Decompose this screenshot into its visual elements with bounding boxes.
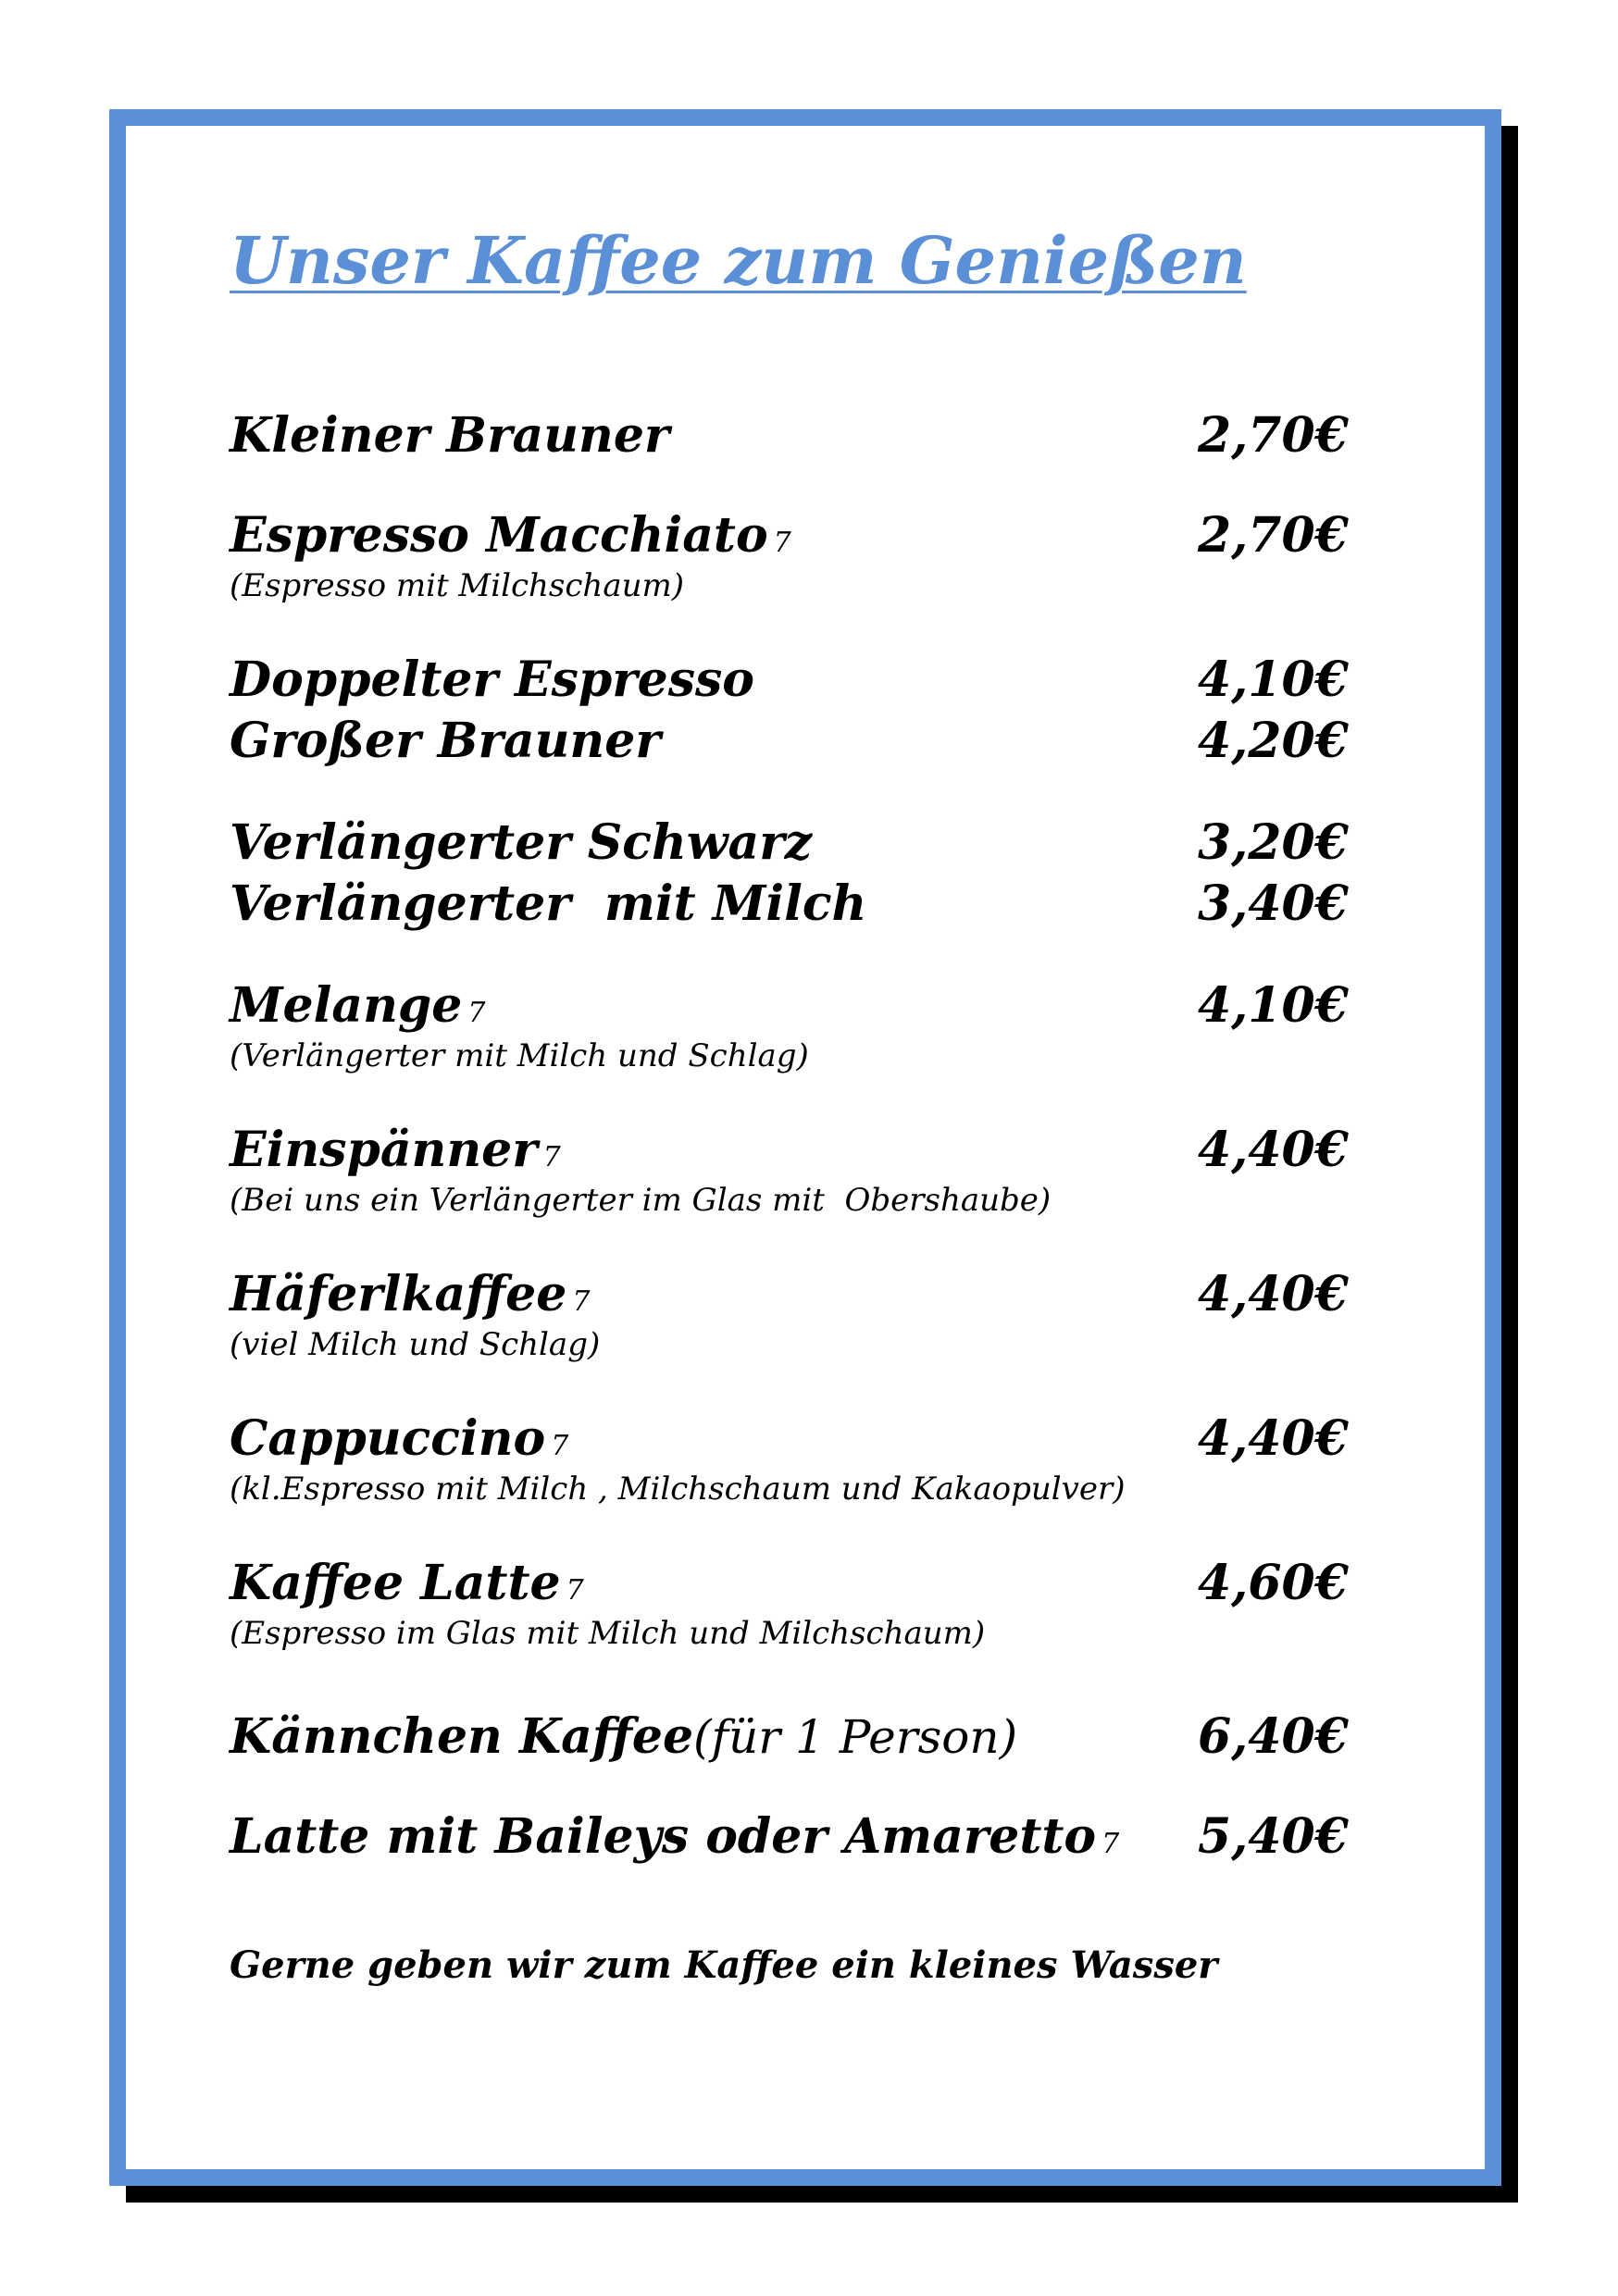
item-name-wrap: [230, 507, 791, 572]
item-name: Kännchen Kaffee: [230, 1708, 694, 1765]
item-description: (Verlängerter mit Milch und Schlag): [230, 1037, 809, 1074]
allergen-mark: 7: [773, 527, 791, 559]
menu-item: [230, 977, 1349, 1075]
item-price: 2,70€: [1198, 507, 1349, 564]
item-inline-note: (für 1 Person): [693, 1710, 1018, 1764]
allergen-mark: 7: [551, 1430, 569, 1462]
menu-item: [230, 652, 1349, 709]
item-price: 3,20€: [1198, 814, 1349, 871]
item-description: (kl.Espresso mit Milch , Milchschaum und Kakaopulver): [230, 1471, 1126, 1508]
menu-item: [230, 507, 1349, 605]
menu-item: [230, 875, 1349, 933]
item-name-wrap: [230, 977, 485, 1042]
item-price: 4,10€: [1198, 652, 1349, 708]
item-price: 4,10€: [1198, 977, 1349, 1034]
item-description: (Bei uns ein Verlängerter im Glas mit Obershaube): [230, 1182, 1052, 1219]
item-name: Doppelter Espresso: [230, 652, 754, 708]
footer-note: Gerne geben wir zum Kaffee ein kleines Wasser: [230, 1943, 1218, 1987]
item-price: 4,20€: [1198, 713, 1349, 769]
allergen-mark: 7: [467, 997, 486, 1029]
allergen-mark: 7: [572, 1285, 591, 1318]
menu-item: [230, 713, 1349, 770]
item-description: (Espresso mit Milchschaum): [230, 567, 684, 604]
menu-title: Unser Kaffee zum Genießen: [230, 222, 1247, 299]
item-name: Melange: [230, 977, 463, 1034]
menu-item: [230, 1708, 1349, 1766]
menu-item: [230, 1122, 1349, 1220]
item-price: 4,40€: [1198, 1122, 1349, 1178]
menu-item: [230, 1410, 1349, 1508]
item-name: Einspänner: [230, 1122, 538, 1178]
menu-item: [230, 407, 1349, 465]
item-price: 5,40€: [1198, 1808, 1349, 1865]
item-price: 6,40€: [1198, 1708, 1349, 1765]
menu-item: [230, 1266, 1349, 1364]
item-name-wrap: [230, 1708, 1017, 1766]
item-name-wrap: [230, 713, 661, 770]
item-name-wrap: [230, 407, 669, 465]
allergen-mark: 7: [566, 1574, 584, 1607]
item-name-wrap: [230, 814, 812, 872]
item-name-wrap: [230, 1122, 561, 1186]
item-price: 3,40€: [1198, 875, 1349, 932]
item-name: Kaffee Latte: [230, 1555, 561, 1611]
item-name: Latte mit Baileys oder Amaretto: [230, 1808, 1097, 1865]
item-name: Großer Brauner: [230, 713, 661, 769]
item-name: Espresso Macchiato: [230, 507, 768, 564]
menu-item: [230, 1808, 1349, 1866]
allergen-mark: 7: [542, 1141, 561, 1173]
item-name-wrap: [230, 875, 866, 933]
allergen-mark: 7: [1101, 1828, 1120, 1860]
item-name: Häferlkaffee: [230, 1266, 567, 1322]
item-name: Kleiner Brauner: [230, 407, 670, 464]
item-description: (Espresso im Glas mit Milch und Milchschaum): [230, 1615, 986, 1652]
item-price: 4,40€: [1198, 1410, 1349, 1467]
item-description: (viel Milch und Schlag): [230, 1326, 601, 1363]
item-name-wrap: [230, 1266, 590, 1331]
item-name: Cappuccino: [230, 1410, 546, 1467]
item-name-wrap: [230, 1808, 1119, 1873]
menu-item: [230, 814, 1349, 872]
menu-item: [230, 1555, 1349, 1653]
item-price: 4,40€: [1198, 1266, 1349, 1322]
item-name-wrap: [230, 1555, 584, 1620]
item-name-wrap: [230, 1410, 568, 1475]
item-name-wrap: [230, 652, 754, 709]
item-name: Verlängerter Schwarz: [230, 814, 813, 871]
item-price: 2,70€: [1198, 407, 1349, 464]
item-price: 4,60€: [1198, 1555, 1349, 1611]
item-name: Verlängerter mit Milch: [230, 875, 867, 932]
